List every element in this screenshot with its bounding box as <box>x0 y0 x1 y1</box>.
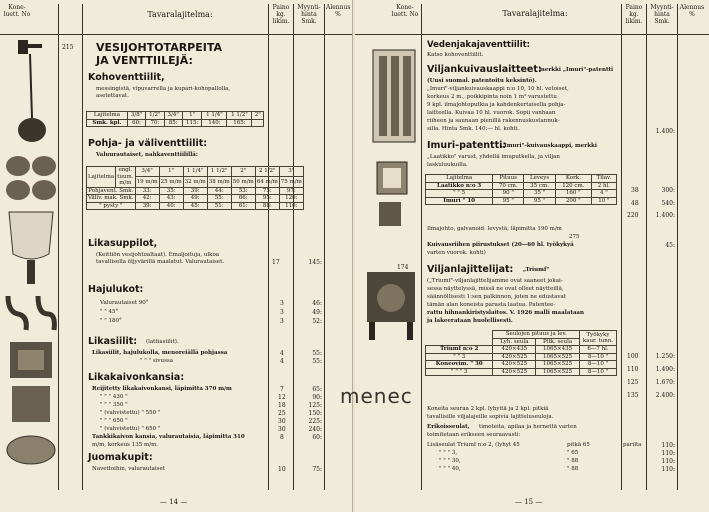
table-cell: 1065×525 <box>536 368 580 376</box>
likakaivo-item: " " " 430 " <box>100 394 128 400</box>
table-cell: Lajitelma <box>426 175 493 183</box>
kohoventtiilit-desc: asetettavat. <box>96 93 129 99</box>
imuri-note-price: 275 <box>569 234 580 240</box>
table-cell: 88: <box>255 202 279 210</box>
column-rule <box>82 4 83 490</box>
likasuppilot-desc: (Keittiön vesijohtoaltaat). Emaljoituja, ulkoa <box>96 252 220 258</box>
weight-value: 4 <box>280 358 284 365</box>
price-value: 1.670: <box>655 379 675 386</box>
viljankuivaus-heading-tail: merkki „Imuri"-patentti <box>539 67 614 73</box>
price-value: 65: <box>312 386 322 393</box>
col-header-price: Myynti-hinta Smk. <box>297 4 321 25</box>
kohoventtiilit-table <box>86 111 264 127</box>
table-cell: 200 " <box>555 197 591 205</box>
col-header-machine-no: Kone-luett. No <box>3 4 31 18</box>
juomakupit-item: Navettoihin, valurautaiset <box>92 466 165 472</box>
table-cell: 3/8" <box>127 112 145 120</box>
table-cell: Koneovim. " 30 <box>426 361 493 369</box>
price-value: 90: <box>312 394 322 401</box>
table-cell: 420×525 <box>493 361 536 369</box>
table-cell: 1 1/4" <box>202 112 227 120</box>
price-value: 52: <box>312 318 322 325</box>
seula-long: " 88 <box>567 458 579 464</box>
table-cell: 43: <box>159 195 183 203</box>
price-value: 225: <box>308 418 322 425</box>
kohoventtiilit-heading: Kohoventtiilit, <box>88 72 165 83</box>
weight-value: 8 <box>280 434 284 441</box>
table-cell: 2 1/2" <box>255 167 279 177</box>
table-row <box>426 197 617 205</box>
page-number: — 14 — <box>160 498 188 506</box>
table-row <box>87 119 264 127</box>
section-title-line2: JA VENTTIILEJÄ: <box>96 54 193 67</box>
table-cell: 1065×525 <box>536 353 580 361</box>
weight-value: 10 <box>278 466 286 473</box>
price-value: 1.400: <box>655 212 675 219</box>
table-cell: " " 5 <box>426 190 493 198</box>
table-cell: 1065×525 <box>536 361 580 369</box>
price-value: 75: <box>312 466 322 473</box>
table-cell: 33: <box>135 187 159 195</box>
seula-long: " 88 <box>567 466 579 472</box>
viljanlajittelijat-heading: Viljanlajittelijat: <box>427 264 514 275</box>
weight-value: 3 <box>280 318 284 325</box>
weight-value: 30 <box>278 426 286 433</box>
table-cell: Imuri " 10 <box>426 197 493 205</box>
table-cell: " " " 3 <box>426 368 493 376</box>
table-row <box>426 361 617 369</box>
table-cell: 97: <box>279 187 303 195</box>
table-cell: 3/4" <box>164 112 182 120</box>
row-number: 215 <box>62 44 74 51</box>
price-value: 1.250: <box>655 353 675 360</box>
table-cell: 55: <box>207 195 231 203</box>
table-cell: Työkyky kaur. tunn. <box>580 331 617 346</box>
table-cell: 25 m/m <box>159 177 183 187</box>
table-cell: 10 " <box>591 197 616 205</box>
price-value: 2.400: <box>655 392 675 399</box>
page-14 <box>0 0 353 512</box>
weight-value: 25 <box>278 410 286 417</box>
table-cell: 165: <box>227 119 252 127</box>
price-value: 1.400: <box>655 128 675 135</box>
erikoisseulat-heading: Erikoisseulat, <box>427 424 470 430</box>
viljankuivaus-line: korkeus 2 m., poikkipinta noin 1 m² varustettu <box>427 94 557 100</box>
table-cell: 60: <box>127 119 145 127</box>
table-cell: 38 m/m <box>207 177 231 187</box>
column-rule <box>268 4 269 490</box>
price-value: 110: <box>661 442 675 449</box>
table-cell: 115: <box>182 119 202 127</box>
table-cell: 50 m/m <box>231 177 255 187</box>
viljankuivaus-line: laitteella. Kuivaa 10 hl. vuorok. Sopii vanhaan <box>427 110 556 116</box>
table-cell: 64 m/m <box>255 177 279 187</box>
viljankuivaus-line: 9 kpl. ilmajohtoputkia ja kahdenkertaisella pohja- <box>427 102 566 108</box>
table-cell: 1 1/2" <box>227 112 252 120</box>
imuri-table <box>425 174 617 205</box>
table-cell: 35 " <box>524 190 556 198</box>
likakaivo-heading: Likakaivonkansia: <box>88 372 185 383</box>
table-row <box>87 202 304 210</box>
table-cell: " " 3 <box>426 353 493 361</box>
table-cell: 420×525 <box>493 368 536 376</box>
weight-value: 4 <box>280 350 284 357</box>
column-rule <box>421 4 422 490</box>
price-value: 240: <box>308 426 322 433</box>
weight-value: 17 <box>272 259 280 266</box>
weight-value: 135 <box>627 392 639 399</box>
table-cell: 95 " <box>493 197 524 205</box>
table-cell: 120 cm. <box>555 182 591 190</box>
page-15 <box>355 0 709 512</box>
likakaivo-item: " (vahvistettu) " 650 " <box>100 426 161 432</box>
price-value: 60: <box>312 434 322 441</box>
header-rule <box>0 34 353 35</box>
table-cell: 70: <box>146 119 164 127</box>
viljanlajittelijat-line: säännöllisesti 1:sen palkinnon, joten ne edustavat <box>427 294 567 300</box>
imuri-heading: Imuri-patentti: <box>427 140 507 151</box>
drying-cabinet-illustration <box>369 46 419 146</box>
likakaivo-item: " (vahvistettu) " 550 " <box>100 410 161 416</box>
table-cell: 8—10 " <box>580 361 617 369</box>
table-cell: 75: <box>255 187 279 195</box>
triumf-after: Koneita seuraa 2 kpl. lyhyitä ja 2 kpl. pitkiä <box>427 406 549 412</box>
table-cell: 49: <box>183 195 207 203</box>
erikoisseulat-desc: toimitetaan erikseen seuraavasti: <box>427 432 521 438</box>
table-cell: Triumf n:o 2 <box>426 346 493 354</box>
column-rule <box>621 4 622 490</box>
viljanlajittelijat-line: („Triumf"-viljanlajittelijamme ovat saaneet jokai- <box>427 278 563 284</box>
section-title-line1: VESIJOHTOTARPEITA <box>96 41 223 54</box>
pohja-table <box>86 166 304 210</box>
table-cell: 42: <box>135 195 159 203</box>
viljankuivaus-heading: Viljankuivauslaitteet: <box>427 64 542 75</box>
table-cell: 420×525 <box>493 353 536 361</box>
imuri-desc: laskuluukuilla. <box>427 162 468 168</box>
hajulukot-item: " " 45° <box>100 309 119 315</box>
grain-sorter-illustration <box>361 262 421 342</box>
triumf-table <box>425 330 617 376</box>
imuri-note: varten vuorok. kohti) <box>427 250 486 256</box>
likasuppilot-desc: tavallisella öljyvärillä maalatut. Valurautaiset. <box>96 259 225 265</box>
price-value: 46: <box>312 300 322 307</box>
seula-item: " " " 3, <box>439 450 458 456</box>
table-row <box>87 187 304 195</box>
table-cell: Laatikko n:o 3 <box>426 182 493 190</box>
table-row <box>87 112 264 120</box>
price-value: 150: <box>308 410 322 417</box>
table-cell: 39: <box>135 202 159 210</box>
price-value: 125: <box>308 402 322 409</box>
seula-item: Lisäseulat Triumf n:o 2, (lyhyt 45 <box>427 442 520 448</box>
weight-value: 100 <box>627 353 639 360</box>
col-header-machine-no: Kone-luett. No <box>391 4 419 18</box>
kohoventtiilit-desc: messingistä, vipuvarrella ja kupari-kohopallolla, <box>96 86 231 92</box>
table-cell: Tilav. <box>591 175 616 183</box>
weight-value: 3 <box>280 300 284 307</box>
viljankuivaus-line: silla. Hinta Smk. 140:— hl. kohti. <box>427 126 520 132</box>
table-row <box>426 353 617 361</box>
price-value: 300: <box>661 187 675 194</box>
table-cell: 160 " <box>555 190 591 198</box>
table-cell: Seulojen pituus ja lev. <box>493 331 580 339</box>
table-cell: Lyh. seula <box>493 338 536 346</box>
weight-value: 38 <box>631 187 639 194</box>
vedenjakaja-desc: Katso kohoventtiilit. <box>427 52 484 58</box>
table-cell: 44: <box>207 187 231 195</box>
price-value: 540: <box>661 200 675 207</box>
pohja-heading: Pohja- ja väliventtiilit: <box>88 138 208 149</box>
table-cell: 1 1/2" <box>207 167 231 177</box>
table-cell: 140: <box>202 119 227 127</box>
table-cell: Leveys <box>524 175 556 183</box>
table-cell: 1 1/4" <box>183 167 207 177</box>
table-cell: 85: <box>164 119 182 127</box>
erikoisseulat-heading-tail: timoteita, apilaa ja hernettä varten <box>479 424 577 430</box>
likasiilit-heading: Likasiilit: <box>88 336 138 347</box>
likakaivo-item: " " " 650 " <box>100 418 128 424</box>
column-rule <box>677 4 678 490</box>
price-value: 110: <box>661 466 675 473</box>
table-cell: 8—10 " <box>580 368 617 376</box>
table-cell: Lajitelma <box>87 112 128 120</box>
col-header-discount: Alennus % <box>679 4 705 18</box>
viljanlajittelijat-line: rattu hihnankiristyslaitos. V. 1926 malli maalataan <box>427 310 584 316</box>
table-cell: 1065×435 <box>536 346 580 354</box>
weight-value: 18 <box>278 402 286 409</box>
table-cell: Pohjavent. Smk. <box>88 187 134 194</box>
likasiilit-desc: Likasiilit, hajulukolla, menoreiällä pohjassa <box>92 350 228 356</box>
table-cell: engl. tuum. m/m <box>117 167 134 186</box>
table-cell: 35 cm. <box>524 182 556 190</box>
table-cell: 61: <box>231 202 255 210</box>
table-row <box>426 346 617 354</box>
header-rule <box>355 34 709 35</box>
table-cell: 3" <box>279 167 303 177</box>
weight-value: 220 <box>627 212 639 219</box>
table-cell: 90 " <box>493 190 524 198</box>
hajulukot-item: Valurautaiset 90° <box>100 300 149 306</box>
hajulukot-heading: Hajulukot: <box>88 284 144 295</box>
imuri-note: Kuivausriihen piirustukset (20—60 hl. työkykyä <box>427 242 574 248</box>
viljanlajittelijat-line: ja lakeerataan huolellisesti. <box>427 318 513 324</box>
trap-pipes-illustration <box>4 292 58 334</box>
price-value: 1.490: <box>655 366 675 373</box>
table-cell: " pysty " <box>87 202 136 210</box>
table-row <box>87 167 304 177</box>
manhole-cover-illustration <box>4 428 58 468</box>
viljanlajittelijat-heading-tail: „Triumf" <box>523 267 550 273</box>
watermark: menec <box>340 384 413 408</box>
weight-value: 12 <box>278 394 286 401</box>
likakaivo-item: Reijitetty likakaivonkansi, läpimitta 370 m/m <box>92 386 232 392</box>
viljanlajittelijat-line: tämän alan koneista parasta laatua. Patentee- <box>427 302 556 308</box>
table-cell: 2 hl. <box>591 182 616 190</box>
table-cell: Väliv. mak. Smk. <box>88 195 134 201</box>
table-cell: 95 " <box>524 197 556 205</box>
table-cell: 2" <box>231 167 255 177</box>
seula-long: pitkä 65 <box>567 442 590 448</box>
sink-illustration <box>6 208 56 288</box>
weight-value: 7 <box>280 386 284 393</box>
weight-value: 110 <box>627 366 639 373</box>
imuri-cabinet-illustration <box>375 200 405 228</box>
table-cell: 8—10 " <box>580 353 617 361</box>
table-row <box>426 182 617 190</box>
table-cell: 120: <box>279 195 303 203</box>
col-header-discount: Alennus % <box>326 4 351 18</box>
weight-value: 125 <box>627 379 639 386</box>
price-value: 55: <box>312 358 322 365</box>
triumf-after: tavallisille viljalajeille sopivia lajitteluseuloja. <box>427 414 554 420</box>
likasiilit-desc: " " " sivussa <box>140 358 173 364</box>
viljankuivaus-sub: (Uusi suomal. patentoitu keksintö). <box>427 78 537 84</box>
hajulukot-item: " " 180° <box>100 318 122 324</box>
seula-long: " 65 <box>567 450 579 456</box>
table-cell: 35: <box>159 187 183 195</box>
table-cell: 19 m/m <box>135 177 159 187</box>
table-cell <box>426 331 493 346</box>
likakaivo-item: Tankkikaivon kansia, valurautaisia, läpimitta 310 <box>92 434 245 440</box>
table-cell: 66: <box>231 195 255 203</box>
table-cell: 53: <box>231 187 255 195</box>
likasuppilot-heading: Likasuppilot, <box>88 238 158 249</box>
imuri-desc: „Laatikko" varust, yhdellä imuputkella, ja viljan <box>427 154 560 160</box>
price-value: 110: <box>661 450 675 457</box>
manhole-illustration <box>8 384 54 424</box>
column-rule <box>293 4 294 490</box>
table-cell <box>252 119 264 127</box>
weight-value: 3 <box>280 309 284 316</box>
seula-item: " " " 30, <box>439 458 461 464</box>
col-header-weight: Paino kg. likim. <box>625 4 643 25</box>
table-cell: 39: <box>183 187 207 195</box>
table-cell: 75 m/m <box>279 177 303 187</box>
likakaivo-item: " " " 350 " <box>100 402 128 408</box>
seula-unit: parilta <box>623 442 642 448</box>
table-cell: 3/4" <box>135 167 159 177</box>
floor-drain-illustration <box>8 340 54 380</box>
column-rule <box>58 4 59 490</box>
col-header-catalog: Tavaralajitelma: <box>502 9 568 18</box>
price-value: 110: <box>661 458 675 465</box>
table-cell: 1/2" <box>146 112 164 120</box>
juomakupit-heading: Juomakupit: <box>88 452 153 463</box>
table-cell: 2" <box>252 112 264 120</box>
float-valve-illustration <box>8 38 56 148</box>
pohja-subheading: Valuurautaiset, nahkaventtiilillä: <box>96 152 198 158</box>
price-value: 145: <box>308 259 322 266</box>
weight-value: 30 <box>278 418 286 425</box>
table-cell: 32 m/m <box>183 177 207 187</box>
table-cell: 45: <box>183 202 207 210</box>
table-cell: 40: <box>159 202 183 210</box>
likasiilit-heading-note: (lattiasiilit). <box>146 339 179 345</box>
table-row <box>87 195 304 203</box>
table-cell: 1" <box>159 167 183 177</box>
table-row <box>426 175 617 183</box>
likakaivo-item: m/m, korkeus 135 m/m. <box>92 442 159 448</box>
table-row <box>426 190 617 198</box>
table-cell: Smk. kpl. <box>87 119 128 127</box>
col-header-catalog: Tavaralajitelma: <box>147 10 213 19</box>
table-cell: 4 " <box>591 190 616 198</box>
viljanlajittelijat-line: sessa näyttelyssä, missä ne ovat olleet näytteillä, <box>427 286 564 292</box>
table-row <box>426 331 617 339</box>
price-value: 45: <box>665 242 675 249</box>
col-header-weight: Paino kg. likim. <box>272 4 290 25</box>
imuri-note: Ilmajohto, galvanoid. levystä, läpimitta 190 m/m <box>427 226 562 232</box>
table-cell: 1" <box>182 112 202 120</box>
table-cell: 6—7 hl. <box>580 346 617 354</box>
page-number: — 15 — <box>515 498 543 506</box>
seula-item: " " " 40, <box>439 466 461 472</box>
price-value: 49: <box>312 309 322 316</box>
column-rule <box>324 4 325 490</box>
table-cell: Pituus <box>493 175 524 183</box>
table-cell: 51: <box>207 202 231 210</box>
row-number: 174 <box>397 264 409 271</box>
table-cell: 70 cm. <box>493 182 524 190</box>
table-cell: Lajitelma <box>87 167 116 188</box>
box-dryer-illustration <box>375 160 409 196</box>
imuri-heading-tail: „Imuri"-kuivauskaappi, merkki <box>501 143 597 149</box>
table-cell: 420×435 <box>493 346 536 354</box>
table-cell: Pitk. seula <box>536 338 580 346</box>
table-cell: Kork. <box>555 175 591 183</box>
col-header-price: Myynti-hinta Smk. <box>650 4 674 25</box>
viljankuivaus-line: „Imuri"-viljankuivauskaappi n:o 10, 10 hl. vetoiset, <box>427 86 569 92</box>
table-cell: 110: <box>279 202 303 210</box>
table-row <box>426 368 617 376</box>
valve-body-illustration <box>4 152 58 204</box>
table-cell: 95: <box>255 195 279 203</box>
viljankuivaus-line: riiheen ja saunaan pienillä rakennuskustannuk- <box>427 118 560 124</box>
price-value: 55: <box>312 350 322 357</box>
vedenjakaja-heading: Vedenjakajaventtiilit: <box>427 40 531 50</box>
weight-value: 48 <box>631 200 639 207</box>
